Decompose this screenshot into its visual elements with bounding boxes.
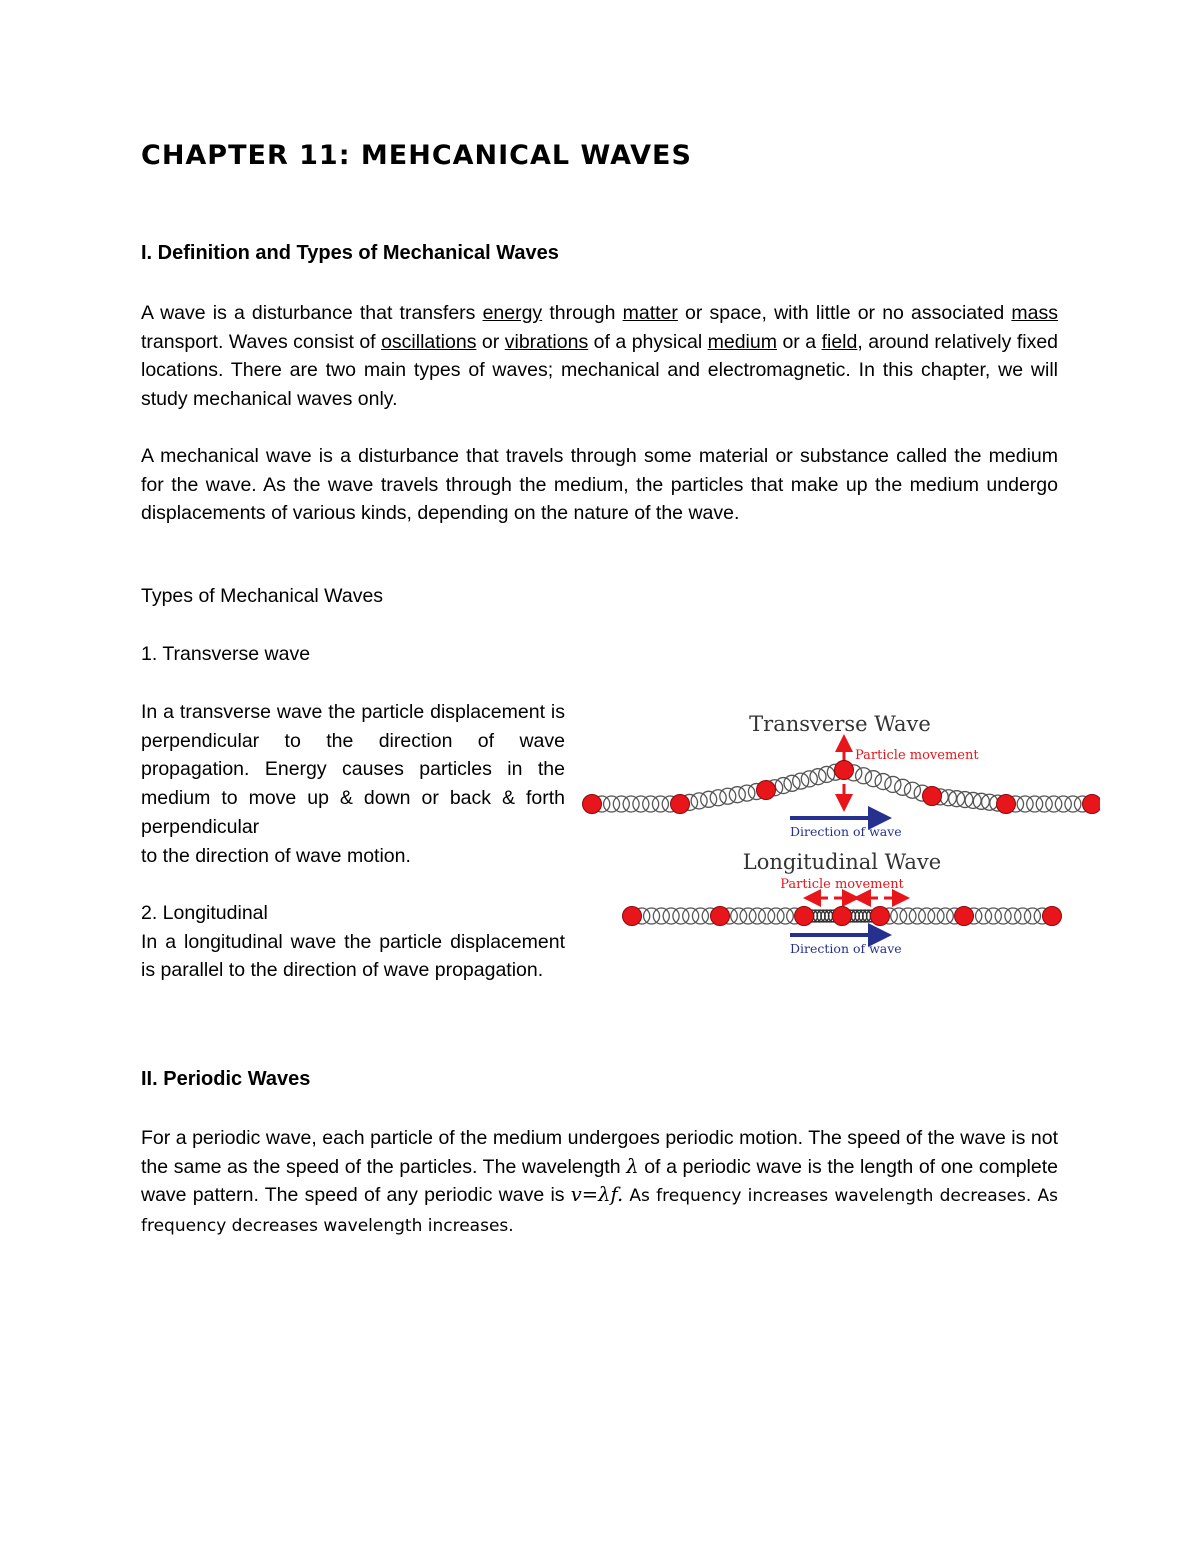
spring-coil <box>643 796 659 812</box>
link-medium[interactable]: medium <box>707 330 777 353</box>
transverse-text-b: to the direction of wave motion. <box>141 844 411 867</box>
wave-diagram <box>580 700 1100 970</box>
spring-coil <box>976 908 992 924</box>
particle <box>871 907 890 926</box>
section-1-heading: I. Definition and Types of Mechanical Waves <box>141 242 559 264</box>
spring-coil <box>1027 796 1043 812</box>
text-run: or a <box>776 330 822 353</box>
particle <box>583 795 602 814</box>
spring-coil <box>995 908 1011 924</box>
spring-coil <box>633 796 649 812</box>
spring-coil <box>673 908 689 924</box>
spring-coil <box>1024 908 1040 924</box>
link-field[interactable]: field <box>821 330 858 353</box>
spring-coil <box>777 908 793 924</box>
particle <box>623 907 642 926</box>
particle <box>835 761 854 780</box>
particle <box>1083 795 1101 814</box>
spring-coil <box>891 908 907 924</box>
spring-coil <box>875 774 891 790</box>
spring-coil <box>749 908 765 924</box>
text-run: transport. Waves consist of <box>141 330 382 353</box>
link-matter[interactable]: matter <box>622 302 678 324</box>
particle <box>833 907 852 926</box>
spring-coil <box>900 908 916 924</box>
text-run: of a physical <box>588 330 708 353</box>
particle <box>671 795 690 814</box>
spring-coil <box>856 768 872 784</box>
wave-speed-formula: v=λf. <box>570 1183 624 1207</box>
spring-coil <box>1065 796 1081 812</box>
types-heading: Types of Mechanical Waves <box>141 585 384 607</box>
spring-coil <box>644 908 660 924</box>
spring-coil <box>937 908 953 924</box>
particle <box>923 787 942 806</box>
spring-coil <box>985 908 1001 924</box>
spring-coil <box>653 908 669 924</box>
spring-coil <box>683 908 699 924</box>
section-2-heading: II. Periodic Waves <box>141 1068 311 1090</box>
transverse-wave-title: Transverse Wave <box>749 712 931 736</box>
spring-coil <box>692 908 708 924</box>
spring-coil <box>895 779 911 795</box>
periodic-waves-paragraph <box>141 1124 1058 1241</box>
chapter-title: CHAPTER 11: MEHCANICAL WAVES <box>141 140 692 171</box>
spring-coil <box>768 908 784 924</box>
link-oscillations[interactable]: oscillations <box>381 330 477 353</box>
spring-coil <box>1046 796 1062 812</box>
particle <box>711 907 730 926</box>
spring-coil <box>652 796 668 812</box>
spring-coil <box>613 796 629 812</box>
spring-coil <box>919 908 935 924</box>
text-run: or space, with little or no associated <box>677 302 1012 324</box>
longitudinal-description <box>141 899 565 985</box>
longitudinal-particle-label: Particle movement <box>780 877 904 892</box>
lambda-symbol: λ <box>626 1154 639 1178</box>
spring-coil <box>1055 796 1071 812</box>
particle <box>997 795 1016 814</box>
longitudinal-direction-label: Direction of wave <box>790 941 902 956</box>
link-mass[interactable]: mass <box>1011 302 1058 324</box>
text-run: or <box>476 330 505 353</box>
transverse-particles <box>583 761 1101 814</box>
spring-coil <box>865 771 881 787</box>
longitudinal-wave-title: Longitudinal Wave <box>742 850 942 874</box>
text-run: of a periodic wave is the length of one complete wave pattern. The speed of any periodic wave is <box>141 1155 1058 1207</box>
transverse-direction-label: Direction of wave <box>790 824 902 839</box>
spring-coil <box>1015 908 1031 924</box>
link-vibrations[interactable]: vibrations <box>504 330 589 353</box>
transverse-particle-label: Particle movement <box>855 748 979 763</box>
particle <box>1043 907 1062 926</box>
longitudinal-text: In a longitudinal wave the particle displacement is parallel to the direction of wave propagation. <box>141 930 565 982</box>
transverse-description <box>141 698 565 870</box>
spring-coil <box>885 776 901 792</box>
spring-coil <box>1036 796 1052 812</box>
longitudinal-heading: 2. Longitudinal <box>141 902 268 924</box>
spring-coil <box>1017 796 1033 812</box>
particle <box>757 781 776 800</box>
particle <box>795 907 814 926</box>
transverse-text-a: In a transverse wave the particle displacement is perpendicular to the direction of wave propagation. Energy causes particles in the medium to move up & down or back & forth perpendicular <box>141 701 565 838</box>
spring-coil <box>759 908 775 924</box>
spring-coil <box>928 908 944 924</box>
spring-coil <box>663 908 679 924</box>
text-run: A wave is a disturbance that transfers <box>141 302 483 324</box>
link-energy[interactable]: energy <box>482 302 543 324</box>
spring-coil <box>604 796 620 812</box>
text-run: , around relatively fixed locations. There are two main types of waves; mechanical and electromagnetic. In this chapter, we will study mechanical waves only. <box>141 330 1059 411</box>
spring-coil <box>1005 908 1021 924</box>
text-run: through <box>542 302 623 324</box>
transverse-heading: 1. Transverse wave <box>141 643 311 665</box>
spring-coil <box>731 908 747 924</box>
spring-coil <box>904 782 920 798</box>
wave-definition-paragraph <box>141 299 1058 414</box>
particle <box>955 907 974 926</box>
spring-coil <box>623 796 639 812</box>
text-run: For a periodic wave, each particle of the medium undergoes periodic motion. The speed of the wave is not the same as the speed of the particles. The wavelength <box>141 1127 1058 1178</box>
mechanical-wave-paragraph: A mechanical wave is a disturbance that travels through some material or substance called the medium for the wave. As the wave travels through the medium, the particles that make up the medium undergo displacements of various kinds, depending on the nature of the wave. <box>141 445 1058 525</box>
spring-coil <box>909 908 925 924</box>
text-run: As frequency increases wavelength decreases. As frequency decreases wavelength increases. <box>141 1186 1058 1237</box>
spring-coil <box>740 908 756 924</box>
